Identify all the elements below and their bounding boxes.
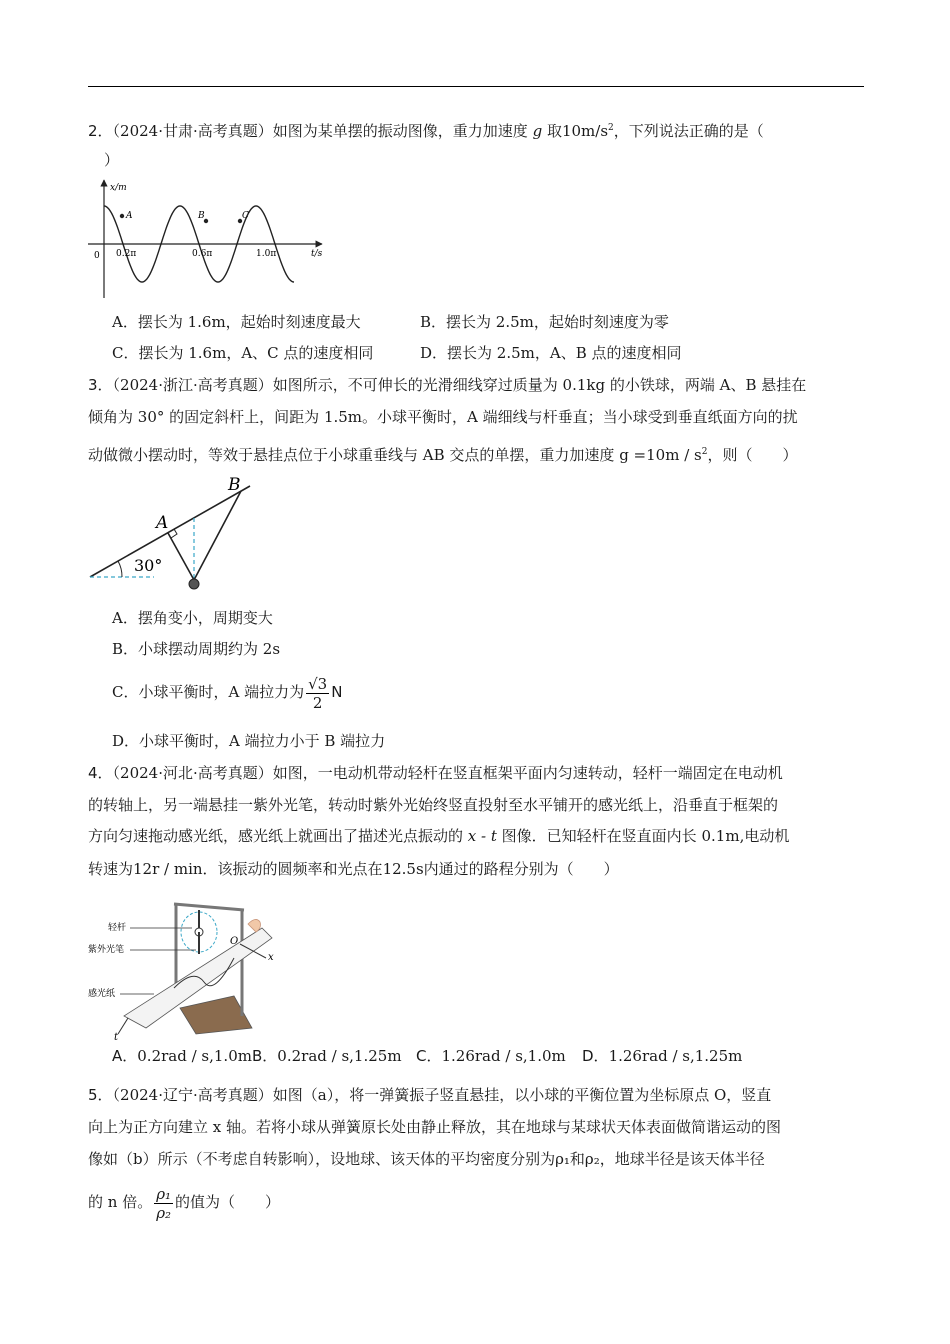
q4-option-a[interactable]: A．0.2rad / s,1.0m	[112, 1047, 252, 1065]
q4-option-c[interactable]: C．1.26rad / s,1.0m	[416, 1047, 566, 1065]
q2-label-c: C	[242, 211, 249, 221]
q3-option-a[interactable]: A．摆角变小，周期变大	[112, 609, 273, 627]
q5-stem-line3: 像如（b）所示（不考虑自转影响），设地球、该天体的平均密度分别为ρ₁和ρ₂，地球半径是该天体半径	[88, 1150, 765, 1168]
q2-option-b[interactable]: B．摆长为 2.5m，起始时刻速度为零	[420, 313, 669, 331]
header-rule	[88, 86, 864, 87]
q4-label-rod: 轻杆	[108, 923, 127, 933]
q2-label-a: A	[126, 211, 133, 221]
q4-label-paper: 感光纸	[88, 989, 116, 999]
q2-x-label: t/s	[311, 249, 323, 259]
q3-option-d[interactable]: D．小球平衡时，A 端拉力小于 B 端拉力	[112, 732, 386, 750]
q5-stem-line4: 的 n 倍。 $\frac{\text{ρ₁}}{\text{ρ₂}}$ 的值为（ ）	[88, 1184, 281, 1222]
q4-stem-line1: 4．（2024·河北·高考真题）如图，一电动机带动轻杆在竖直框架平面内匀速转动，轻杆一端固定在电动机	[88, 764, 783, 782]
q3-option-c-fraction: $\frac{√3}{2}$	[308, 674, 328, 712]
q3-label-angle: 30°	[134, 556, 163, 575]
q4-label-o: O	[230, 936, 239, 947]
q4-label-pen: 紫外光笔	[88, 945, 125, 955]
q3-number: 3．	[88, 376, 113, 394]
q2-origin-label: 0	[94, 251, 100, 261]
q2-stem-line2: ）	[104, 151, 120, 169]
q2-y-label: x/m	[110, 183, 127, 193]
q4-hand	[248, 919, 261, 932]
q2-label-b: B	[198, 211, 205, 221]
q2-vibration-graph	[84, 176, 334, 304]
q2-tick-0-2pi: 0.2π	[116, 249, 137, 259]
q3-ball	[189, 579, 199, 589]
q2-number: 2．	[88, 122, 113, 140]
q3-stem-line3: 动做微小摆动时，等效于悬挂点位于小球重垂线与 AB 交点的单摆，重力加速度 $g =10m / s^2$，则（ ）	[88, 446, 798, 464]
q3-rod	[90, 486, 250, 577]
q5-density-fraction: $\frac{\text{ρ₁}}{\text{ρ₂}}$	[156, 1184, 172, 1222]
q4-frame-top	[174, 904, 244, 910]
q4-stem-line4: 转速为12r / min．该振动的圆频率和光点在12.5s内通过的路程分别为（ ）	[88, 860, 619, 878]
q3-source: （2024·浙江·高考真题）	[112, 376, 273, 394]
q5-source: （2024·辽宁·高考真题）	[112, 1086, 273, 1104]
q2-stem-line1: 2．（2024·甘肃·高考真题）如图为某单摆的振动图像，重力加速度 g 取$10m/s^2$，下列说法正确的是（	[88, 122, 764, 140]
q3-string-a	[168, 533, 194, 580]
q4-stem-line3: 方向匀速拖动感光纸，感光纸上就画出了描述光点振动的 x - t 图像．已知轻杆在竖直面内长 0.1m,电动机	[88, 827, 790, 845]
q2-option-d[interactable]: D．摆长为 2.5m，A、B 点的速度相同	[420, 344, 682, 362]
q3-option-b[interactable]: B．小球摆动周期约为 2s	[112, 640, 281, 658]
q2-point-a	[120, 214, 124, 218]
q2-tick-0-6pi: 0.6π	[192, 249, 213, 259]
q5-stem-line2: 向上为正方向建立 x 轴。若将小球从弹簧原长处由静止释放，其在地球与某球状天体表面做简谐运动的图	[88, 1118, 782, 1136]
q4-label-t: t	[114, 1032, 119, 1040]
q5-stem-line1: 5．（2024·辽宁·高考真题）如图（a），将一弹簧振子竖直悬挂，以小球的平衡位置为坐标原点 O，竖直	[88, 1086, 772, 1104]
q3-option-c[interactable]: C．小球平衡时，A 端拉力为 $\frac{√3}{2}$ N	[112, 674, 343, 712]
q2-option-a[interactable]: A．摆长为 1.6m，起始时刻速度最大	[112, 313, 361, 331]
q5-number: 5．	[88, 1086, 113, 1104]
q4-option-b[interactable]: B．0.2rad / s,1.25m	[252, 1047, 402, 1065]
q4-apparatus-figure	[84, 888, 284, 1040]
q3-angle-arc	[118, 561, 122, 577]
q4-t-axis	[118, 1018, 128, 1034]
q3-label-a: A	[156, 513, 169, 533]
q4-label-x: x	[268, 952, 274, 963]
q2-tick-1-0pi: 1.0π	[256, 249, 277, 259]
q3-incline-figure	[86, 474, 256, 594]
q4-option-d[interactable]: D．1.26rad / s,1.25m	[582, 1047, 743, 1065]
q3-stem-line1: 3．（2024·浙江·高考真题）如图所示，不可伸长的光滑细线穿过质量为 0.1kg 的小铁球，两端 A、B 悬挂在	[88, 376, 807, 394]
q4-stem-line2: 的转轴上，另一端悬挂一紫外光笔，转动时紫外光始终竖直投射至水平铺开的感光纸上，沿垂直于框架的	[88, 796, 779, 814]
q3-label-b: B	[228, 475, 241, 495]
q4-number: 4．	[88, 764, 113, 782]
q4-source: （2024·河北·高考真题）	[112, 764, 273, 782]
q2-source: （2024·甘肃·高考真题）	[112, 122, 273, 140]
q3-stem-line2: 倾角为 30° 的固定斜杆上，间距为 1.5m。小球平衡时，A 端细线与杆垂直；当小球受到垂直纸面方向的扰	[88, 408, 798, 426]
q2-option-c[interactable]: C．摆长为 1.6m，A、C 点的速度相同	[112, 344, 374, 362]
